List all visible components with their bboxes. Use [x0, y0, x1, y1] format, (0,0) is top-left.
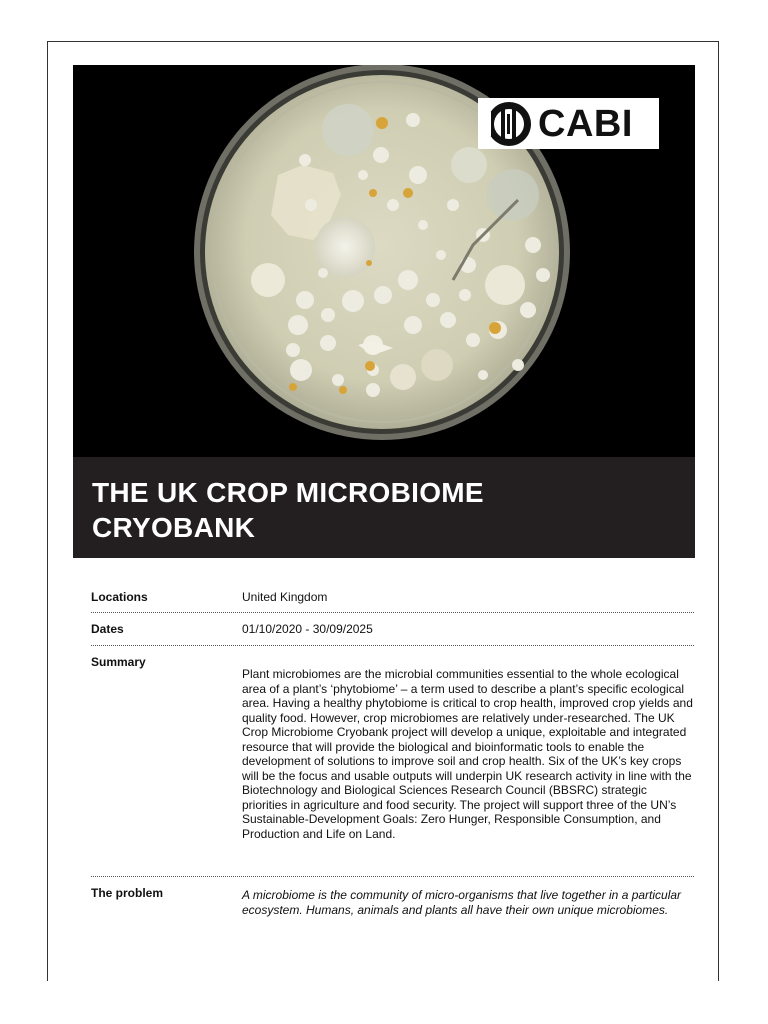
- page-title-line2: CRYOBANK: [92, 512, 256, 543]
- problem-value: A microbiome is the community of micro-organisms that live together in a particular ecosystem. Humans, animals and plants all have their own unique microbiomes.: [242, 888, 682, 917]
- page-title-line1: THE UK CROP MICROBIOME: [92, 477, 484, 508]
- cabi-logo-icon: [478, 98, 538, 149]
- locations-value: United Kingdom: [242, 590, 328, 604]
- cabi-logo-text: CABI: [538, 102, 633, 145]
- locations-label: Locations: [91, 590, 148, 604]
- summary-label: Summary: [91, 655, 146, 669]
- dates-value: 01/10/2020 - 30/09/2025: [242, 622, 373, 636]
- title-band: [73, 457, 695, 558]
- divider: [91, 645, 694, 646]
- summary-value: Plant microbiomes are the microbial communities essential to the whole ecological area of a plant’s ‘phytobiome’ – a term used to describe a plant’s specific ecological area. Having a healthy phytobiome is critical to crop health, improved crop yields and quality food. However, crop microbiomes are relatively under-researched. The UK Crop Microbiome Cryobank project will develop a unique, exploitable and integrated resource that will provide the biological and bioinformatic tools to enable the development of solutions to improve soil and crop health. Six of the UK’s key crops will be the focus and usable outputs will underpin UK research activity in line with the Biotechnology and Biological Sciences Research Council (BBSRC) strategic priorities in agriculture and food security. The project will support three of the UN’s Sustainable-Development Goals: Zero Hunger, Responsible Consumption, and Production and Life on Land.: [242, 667, 693, 841]
- divider: [91, 876, 694, 877]
- cabi-logo: [478, 98, 659, 149]
- divider: [91, 612, 694, 613]
- dates-label: Dates: [91, 622, 124, 636]
- problem-label: The problem: [91, 886, 164, 900]
- page-title: [92, 475, 675, 545]
